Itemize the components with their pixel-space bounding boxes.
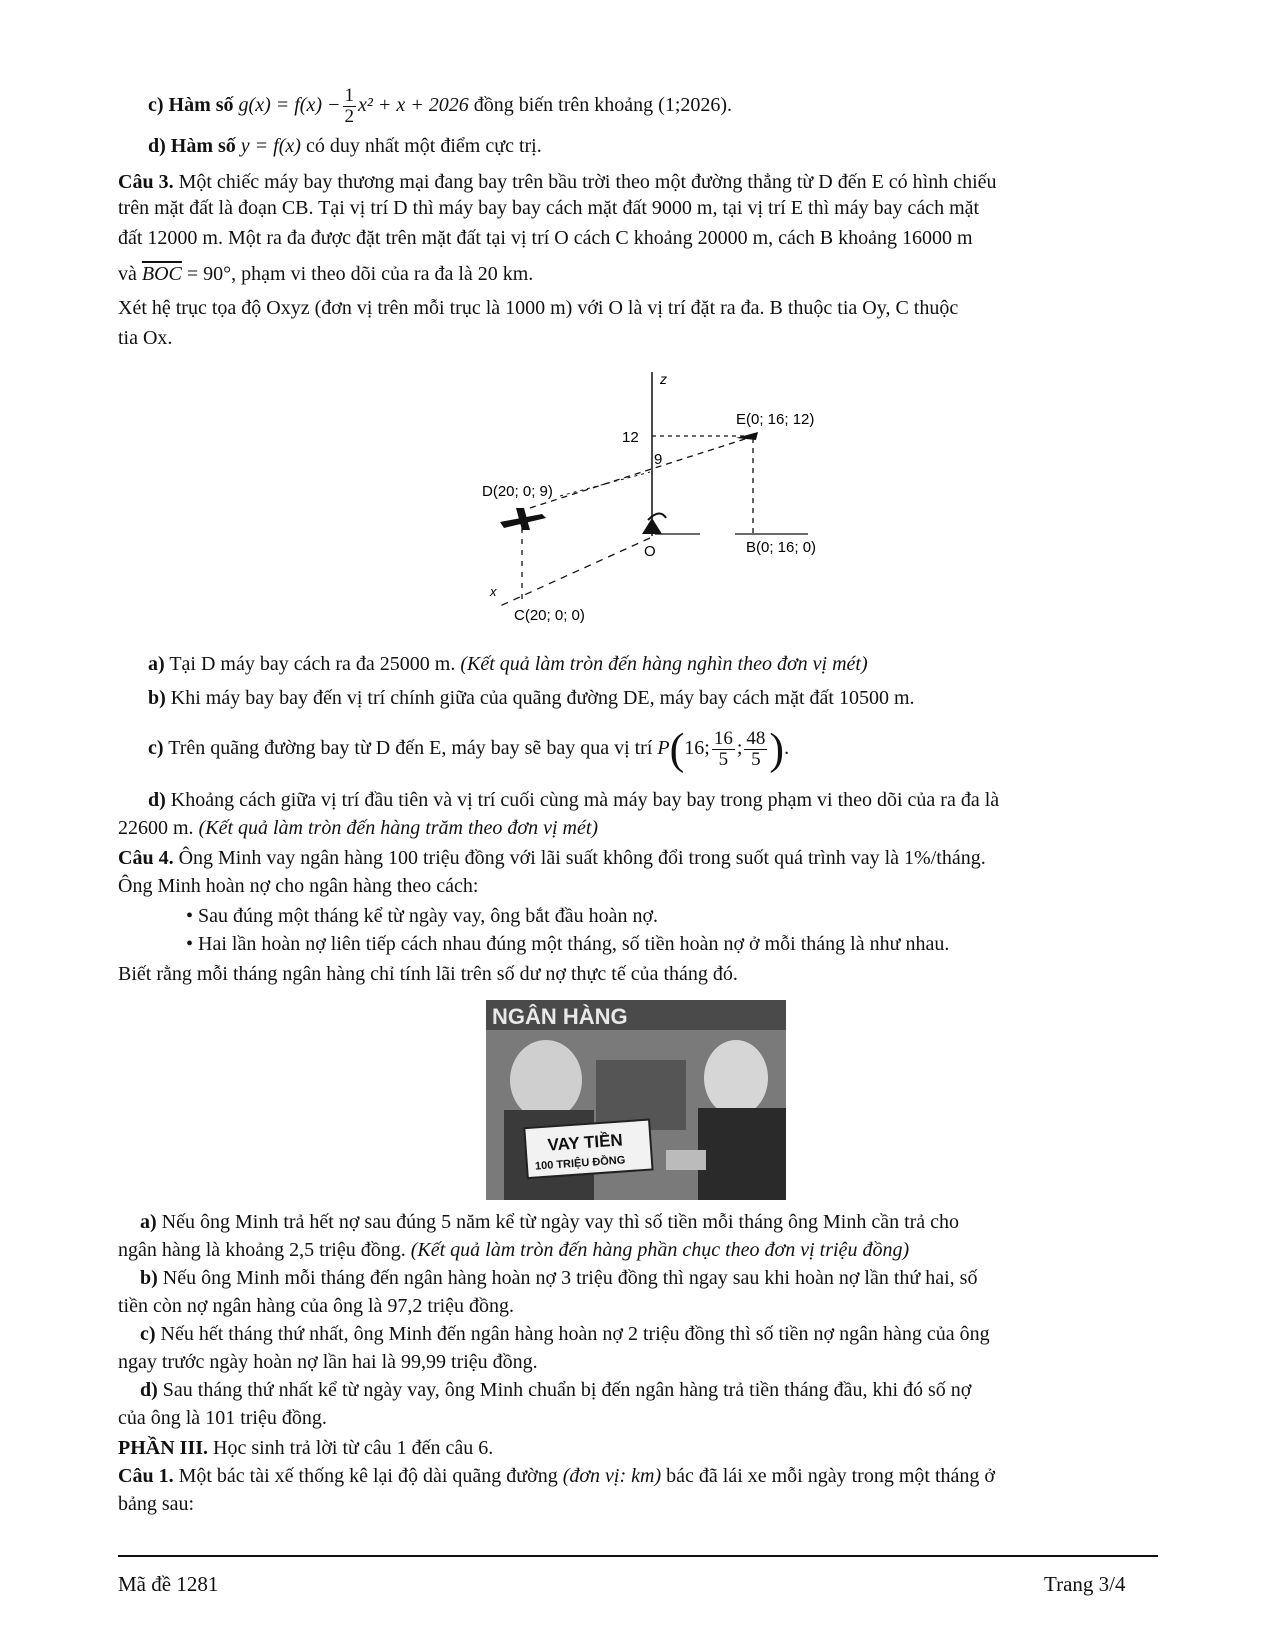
part-3-q1-line-1: Câu 1. Một bác tài xế thống kê lại độ dài quãng đường (đơn vị: km) bác đã lái xe mỗi ngày trong một tháng ở bbox=[118, 1465, 995, 1487]
fraction-half: $\frac{1}{2}$ bbox=[344, 85, 354, 127]
airplane-e-icon bbox=[736, 432, 758, 440]
q2-option-c: c) Hàm số g(x) = f(x) − $\frac{1}{2}$ x² + x + 2026 đồng biến trên khoảng (1;2026). bbox=[148, 85, 733, 127]
fraction-16-5: $\frac{16}{5}$ bbox=[713, 727, 733, 770]
q3-line-2: trên mặt đất là đoạn CB. Tại vị trí D thì máy bay bay cách mặt đất 9000 m, tại vị trí E thì máy bay cách mặt bbox=[118, 197, 980, 219]
q4-option-a: a) Nếu ông Minh trả hết nợ sau đúng 5 năm kể từ ngày vay thì số tiền mỗi tháng ông Minh cần trả cho bbox=[140, 1211, 960, 1233]
tick-12: 12 bbox=[622, 429, 639, 446]
point-b-label: B(0; 16; 0) bbox=[746, 539, 817, 556]
point-d-label: D(20; 0; 9) bbox=[482, 483, 553, 500]
exam-code: Mã đề 1281 bbox=[118, 1572, 219, 1596]
q4-option-d-cont: của ông là 101 triệu đồng. bbox=[118, 1407, 327, 1429]
q3-option-c: c) Trên quãng đường bay từ D đến E, máy bay sẽ bay qua vị trí P(16; $\frac{16}{5}$ ; $\frac{48}{5}$ ). bbox=[148, 724, 790, 774]
q3-option-d-cont: 22600 m. (Kết quả làm tròn đến hàng trăm theo đơn vị mét) bbox=[118, 817, 599, 839]
photo-illustration bbox=[486, 1000, 786, 1200]
q2-option-d: d) Hàm số y = f(x) có duy nhất một điểm cực trị. bbox=[148, 135, 542, 157]
bank-loan-photo bbox=[486, 1000, 786, 1200]
q4-line-1: Câu 4. Ông Minh vay ngân hàng 100 triệu đồng với lãi suất không đổi trong suốt quá trình vay là 1%/tháng. bbox=[118, 847, 986, 869]
angle-boc: $\overline{BOC}$ bbox=[141, 263, 182, 285]
airplane-icon bbox=[500, 508, 546, 530]
x-axis-label: x bbox=[490, 584, 497, 599]
photo-banner-text: NGÂN HÀNG bbox=[492, 1004, 628, 1029]
q4-line-2: Ông Minh hoàn nợ cho ngân hàng theo cách: bbox=[118, 875, 479, 897]
q4-option-d: d) Sau tháng thứ nhất kể từ ngày vay, ông Minh chuẩn bị đến ngân hàng trả tiền tháng đầu, khi đó số nợ bbox=[140, 1379, 972, 1401]
point-e-label: E(0; 16; 12) bbox=[736, 411, 815, 428]
q3-line-3: đất 12000 m. Một ra đa được đặt trên mặt đất tại vị trí O cách C khoảng 20000 m, cách B khoảng 16000 m bbox=[118, 227, 973, 249]
z-axis-label: z bbox=[660, 371, 667, 387]
q3-line-4: và $\overline{BOC} = 90^\circ$, phạm vi theo dõi của ra đa là 20 km. bbox=[118, 263, 534, 285]
q4-option-b: b) Nếu ông Minh mỗi tháng đến ngân hàng hoàn nợ 3 triệu đồng thì ngay sau khi hoàn nợ lần thứ hai, số bbox=[140, 1267, 978, 1289]
q4-option-a-cont: ngân hàng là khoảng 2,5 triệu đồng. (Kết quả làm tròn đến hàng phần chục theo đơn vị triệu đồng) bbox=[118, 1239, 910, 1261]
q3-option-d: d) Khoảng cách giữa vị trí đầu tiên và vị trí cuối cùng mà máy bay bay trong phạm vi theo dõi của ra đa là bbox=[148, 789, 1000, 811]
point-c-label: C(20; 0; 0) bbox=[514, 607, 585, 624]
q3-option-a: a) Tại D máy bay cách ra đa 25000 m. (Kết quả làm tròn đến hàng nghìn theo đơn vị mét) bbox=[148, 653, 868, 675]
origin-label: O bbox=[644, 543, 656, 560]
part-3-heading: PHẦN III. Học sinh trả lời từ câu 1 đến câu 6. bbox=[118, 1437, 494, 1459]
photo-sign-line-2: 100 TRIỆU ĐỒNG bbox=[534, 1154, 626, 1173]
part-3-q1-line-2: bảng sau: bbox=[118, 1493, 195, 1515]
coordinate-diagram bbox=[482, 368, 870, 648]
tick-9: 9 bbox=[654, 451, 663, 468]
q4-line-3: Biết rằng mỗi tháng ngân hàng chỉ tính lãi trên số dư nợ thực tế của tháng đó. bbox=[118, 963, 738, 985]
q4-bullet-2: • Hai lần hoàn nợ liên tiếp cách nhau đúng một tháng, số tiền hoàn nợ ở mỗi tháng là như nhau. bbox=[186, 933, 950, 955]
q4-option-b-cont: tiền còn nợ ngân hàng của ông là 97,2 triệu đồng. bbox=[118, 1295, 515, 1317]
q4-option-c: c) Nếu hết tháng thứ nhất, ông Minh đến ngân hàng hoàn nợ 2 triệu đồng thì số tiền nợ ngân hàng của ông bbox=[140, 1323, 990, 1345]
flight-path bbox=[530, 438, 748, 508]
q4-option-c-cont: ngay trước ngày hoàn nợ lần hai là 99,99 triệu đồng. bbox=[118, 1351, 538, 1373]
photo-sign-line-1: VAY TIỀN bbox=[546, 1130, 624, 1155]
q3-line-6: tia Ox. bbox=[118, 327, 173, 349]
footer-divider bbox=[118, 1555, 1158, 1557]
radar-icon bbox=[642, 513, 666, 534]
q3-line-1: Câu 3. Một chiếc máy bay thương mại đang bay trên bầu trời theo một đường thẳng từ D đến E có hình chiếu bbox=[118, 171, 997, 193]
q3-line-5: Xét hệ trục tọa độ Oxyz (đơn vị trên mỗi trục là 1000 m) với O là vị trí đặt ra đa. B thuộc tia Oy, C thuộc bbox=[118, 297, 959, 319]
fraction-48-5: $\frac{48}{5}$ bbox=[746, 727, 766, 770]
q3-option-b: b) Khi máy bay bay đến vị trí chính giữa của quãng đường DE, máy bay cách mặt đất 10500 m. bbox=[148, 687, 915, 709]
q4-bullet-1: • Sau đúng một tháng kể từ ngày vay, ông bắt đầu hoàn nợ. bbox=[186, 905, 659, 927]
page-number: Trang 3/4 bbox=[1044, 1572, 1126, 1596]
